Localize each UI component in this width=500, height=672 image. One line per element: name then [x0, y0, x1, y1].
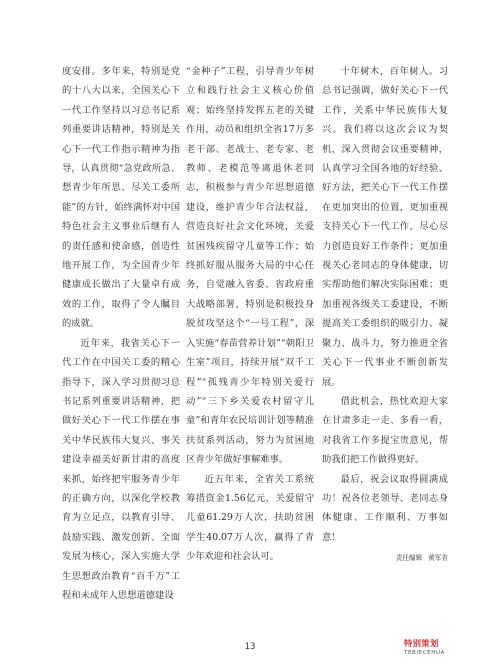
paragraph: 度安排。多年来，特别是党的十八大以来，全国关心下一代工作坚持以习总书记系列重要讲话精神，特别是关心下一代工作指示精神为指导，认真贯彻“急党政所急、想青少年所思、尽关工委所能”的方针，始终满怀对中国特色社会主义事业后继有人的责任感和使命感，创造性地开展工作，为全国青少年健康成长做出了大量卓有成效的工作，取得了令人瞩目的成就。: [62, 66, 180, 330]
editor-label: 责任编辑: [395, 554, 423, 563]
page-number: 13: [244, 642, 256, 652]
paragraph: 最后，祝会议取得圆满成功！祝各位老领导、老同志身体健康、工作顺利、万事如意！: [322, 473, 448, 543]
editor-name: 黄军省: [428, 554, 448, 563]
section-subtitle: TEBIECEHUA: [404, 650, 445, 656]
paragraph: 十年树木，百年树人。习总书记强调，做好关心下一代工作，关系中华民族伟大复兴。我们将以这次会议为契机，深入贯彻会议重要精神，认真学习全国各地的好经验、好方法，把关心下一代工作摆在更加突出的位置，更加重视支持关心下一代工作，尽心尽力创造良好工作条件；更加重视关心老同志的身体健康，切实帮助他们解决实际困难；更加重视各级关工委建设，不断提高关工委组织的吸引力、凝聚力、战斗力，努力推进全省关心下一代事业不断创新发展。: [322, 66, 448, 388]
section-title: 特别策划: [404, 638, 439, 648]
article-column-2: [186, 62, 314, 567]
article-column-3: [322, 62, 448, 567]
editor-credit: [322, 549, 448, 567]
section-mark: [404, 638, 445, 656]
paragraph: 近五年来，全省关工系统筹措资金1.56亿元，关爱留守儿童61.29万人次，扶助贫困学生40.07万人次，赢得了青少年欢迎和社会认可。: [186, 473, 314, 563]
paragraph: 借此机会，热忱欢迎大家在甘肃多走一走、多看一看，对我省工作多提宝贵意见，帮助我们把工作做得更好。: [322, 395, 448, 466]
article-column-1: [62, 62, 180, 605]
paragraph: 近年来，我省关心下一代工作在中国关工委的精心指导下，深入学习贯彻习总书记系列重要讲话精神，把做好关心下一代工作摆在事关中华民族伟大复兴、事关建设幸福美好新甘肃的高度来抓，始终把牢服务青少年的正确方向，以深化学校教育为立足点，以教育引导、鼓励实践、激发创新、全面发展为核心，深入实施大学生思想政治教育“百千万”工程和未成年人思想道德建设: [62, 337, 180, 601]
paragraph: “金种子”工程，引导青少年树立和践行社会主义核心价值观；始终坚持发挥五老的关键作用，动员和组织全省17万多老干部、老战士、老专家、老教师、老模范等离退休老同志，积极参与青少年思想道德建设，维护青少年合法权益，营造良好社会文化环境，关爱贫困残疾留守儿童等工作；始终抓好服从服务大局的中心任务，自觉融入省委、省政府重大战略部署，特别是积极投身脱贫攻坚这个“一号工程”，深入实施“春苗营养计划”“朝阳卫生室”项目，持续开展“双千工程”“孤残青少年特别关爱行动”“三下乡关爱农村留守儿童”和青年农民培训计划等精准扶贫系列活动，努力为贫困地区青少年做好事解难事。: [186, 66, 314, 466]
